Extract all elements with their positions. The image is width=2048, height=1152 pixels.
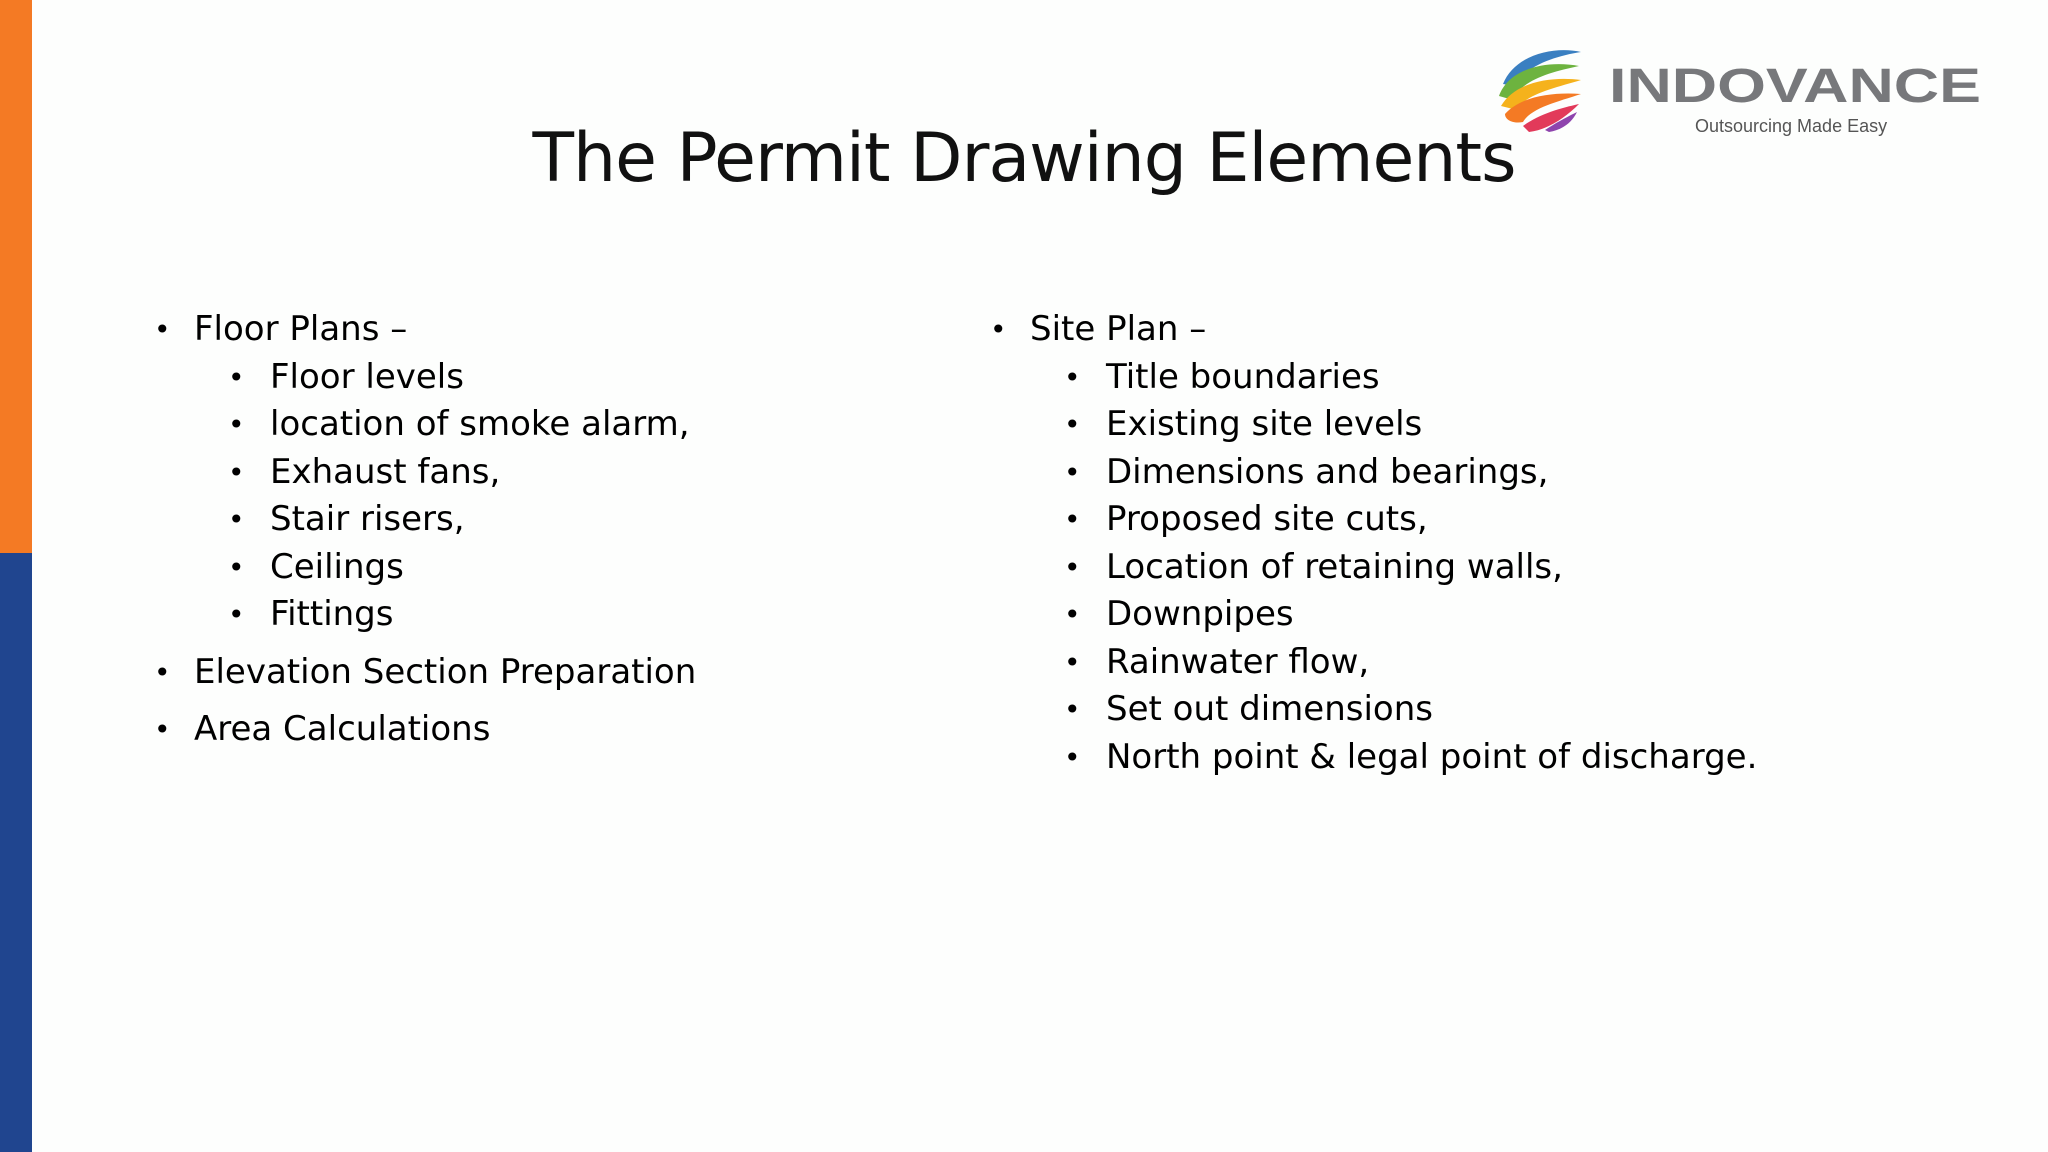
sub-list-item: • Dimensions and bearings, [1030,449,1954,497]
sub-list-item: • Exhaust fans, [194,449,958,497]
sub-list-item: • Fittings [194,591,958,639]
accent-bar-blue [0,553,32,1152]
site-plan-sublist [1030,354,1954,782]
logo-wordmark [1609,62,1985,106]
sub-list-item: • Ceilings [194,544,958,592]
list-item-floor-plans [158,306,958,639]
sub-list-item: • Downpipes [1030,591,1954,639]
floor-plans-sublist [194,354,958,639]
sub-list-item: • Location of retaining walls, [1030,544,1954,592]
right-bullet-list [994,306,1954,781]
sub-list-item: • Stair risers, [194,496,958,544]
sub-list-item: • Title boundaries [1030,354,1954,402]
left-bullet-list [158,306,958,754]
brand-tagline: Outsourcing Made Easy [1695,116,1888,136]
accent-bar-orange [0,0,32,553]
slide-title: The Permit Drawing Elements [532,119,1516,198]
list-item-label: Area Calculations [194,709,491,749]
sub-list-item: • Floor levels [194,354,958,402]
sub-list-item: • Proposed site cuts, [1030,496,1954,544]
brand-name: INDOVANCE [1609,62,1981,106]
list-item-elevation [158,649,958,697]
left-column [158,306,958,764]
right-column [994,306,1954,791]
sub-list-item: • North point & legal point of discharge. [1030,734,1954,782]
list-item-site-plan [994,306,1954,781]
sub-list-item: • Rainwater flow, [1030,639,1954,687]
list-item-area-calculations [158,706,958,754]
sub-list-item: • location of smoke alarm, [194,401,958,449]
sub-list-item: • Existing site levels [1030,401,1954,449]
list-item-label: Floor Plans – [194,309,408,349]
list-item-label: Site Plan – [1030,309,1207,349]
list-item-label: Elevation Section Preparation [194,651,697,692]
sub-list-item: • Set out dimensions [1030,686,1954,734]
